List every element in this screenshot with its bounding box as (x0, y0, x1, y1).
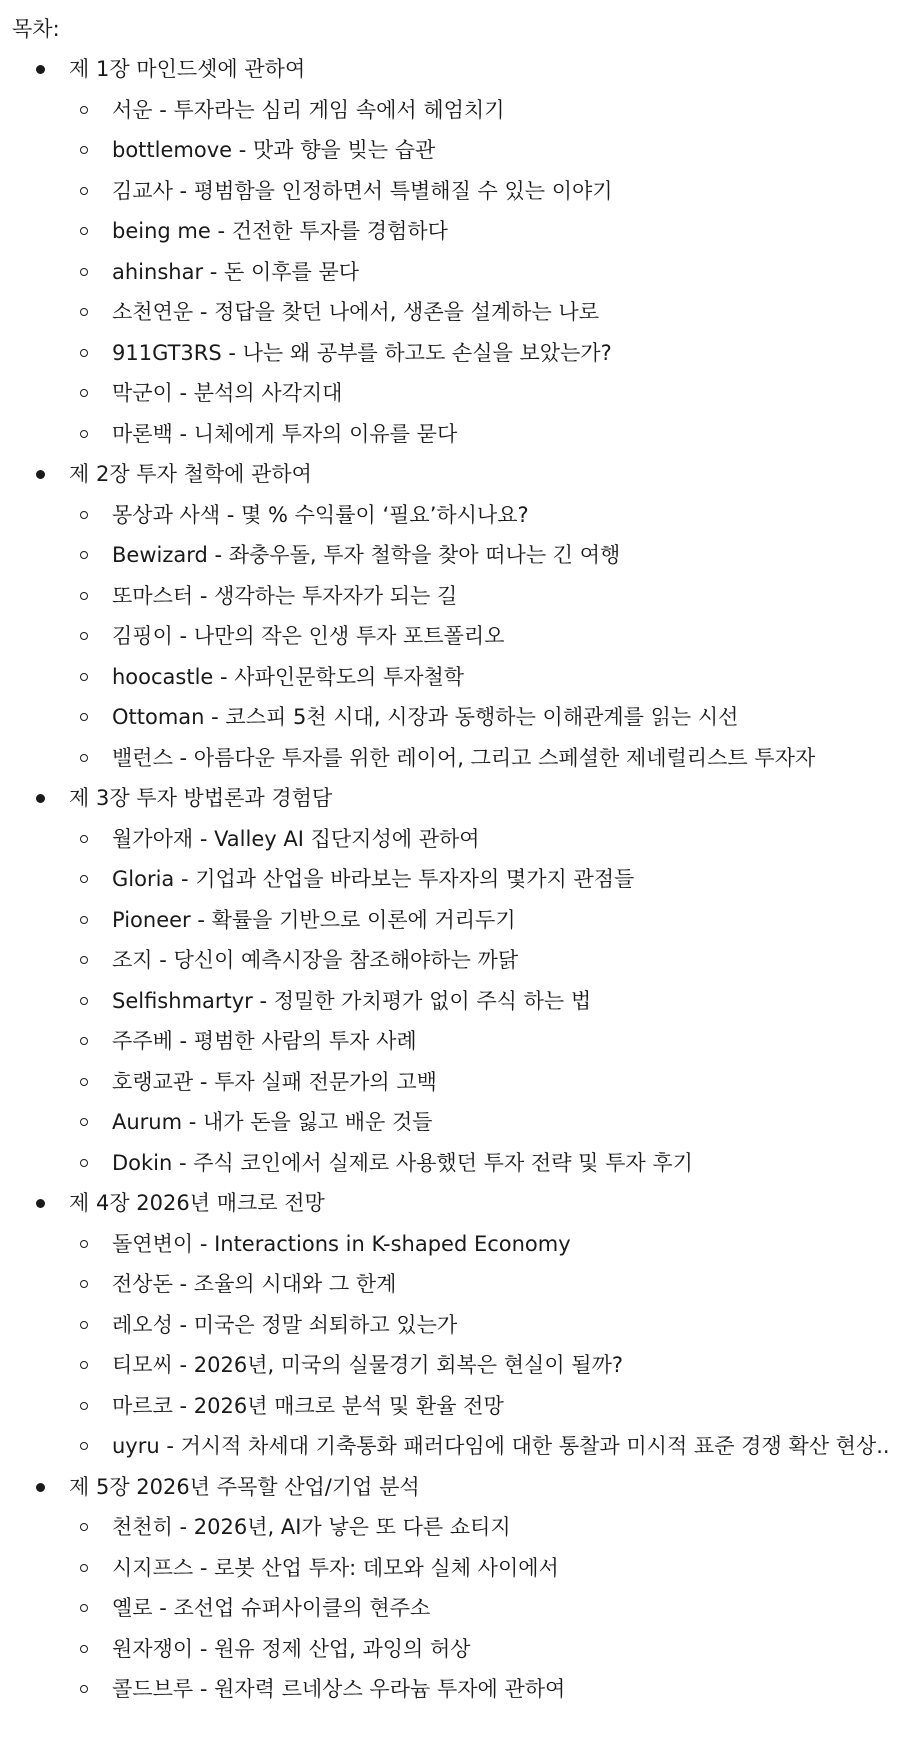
list-item (12, 940, 921, 981)
entry-text: 티모씨 - 2026년, 미국의 실물경기 회복은 현실이 될까? (112, 1353, 624, 1377)
list-item (12, 414, 921, 455)
list-item (12, 981, 921, 1022)
hollow-bullet-icon (80, 956, 88, 964)
hollow-bullet-icon (80, 997, 88, 1005)
list-item (12, 1143, 921, 1184)
chapter-title-text: 제 3장 투자 방법론과 경험담 (69, 786, 333, 810)
filled-bullet-icon (36, 1199, 45, 1208)
list-item (12, 738, 921, 779)
entry-text: Bewizard - 좌충우돌, 투자 철학을 찾아 떠나는 긴 여행 (112, 543, 621, 567)
hollow-bullet-icon (80, 389, 88, 397)
hollow-bullet-icon (80, 754, 88, 762)
entry-list (12, 495, 921, 779)
entry-text: 911GT3RS - 나는 왜 공부를 하고도 손실을 보았는가? (112, 340, 612, 365)
list-item (12, 1021, 921, 1062)
hollow-bullet-icon (80, 713, 88, 721)
hollow-bullet-icon (80, 1321, 88, 1329)
hollow-bullet-icon (80, 1564, 88, 1572)
list-item (12, 1224, 921, 1265)
hollow-bullet-icon (80, 268, 88, 276)
chapter-item (12, 49, 921, 454)
entry-text: 소천연운 - 정답을 찾던 나에서, 생존을 설계하는 나로 (112, 300, 599, 324)
list-item (12, 495, 921, 536)
entry-text: 마론백 - 니체에게 투자의 이유를 묻다 (112, 421, 458, 446)
entry-text: 김교사 - 평범함을 인정하면서 특별해질 수 있는 이야기 (112, 178, 613, 203)
hollow-bullet-icon (80, 1645, 88, 1653)
hollow-bullet-icon (80, 1523, 88, 1531)
list-item (12, 859, 921, 900)
chapter-title (12, 778, 921, 819)
chapter-item (12, 1183, 921, 1467)
entry-text: 돌연변이 - Interactions in K-shaped Economy (112, 1231, 571, 1256)
entry-text: Dokin - 주식 코인에서 실제로 사용했던 투자 전략 및 투자 후기 (112, 1150, 693, 1175)
entry-text: 콜드브루 - 원자력 르네상스 우라늄 투자에 관하여 (112, 1677, 566, 1701)
entry-text: 밸런스 - 아름다운 투자를 위한 레이어, 그리고 스페셜한 제네럴리스트 투자자 (112, 745, 816, 770)
chapter-title (12, 1183, 921, 1224)
list-item (12, 616, 921, 657)
hollow-bullet-icon (80, 1078, 88, 1086)
hollow-bullet-icon (80, 916, 88, 924)
entry-text: Aurum - 내가 돈을 잃고 배운 것들 (112, 1110, 433, 1134)
list-item (12, 900, 921, 941)
entry-text: 원자쟁이 - 원유 정제 산업, 과잉의 허상 (112, 1636, 471, 1661)
chapter-title-text: 제 4장 2026년 매크로 전망 (69, 1191, 325, 1215)
list-item (12, 1062, 921, 1103)
chapter-item (12, 454, 921, 778)
hollow-bullet-icon (80, 592, 88, 600)
entry-text: 레오성 - 미국은 정말 쇠퇴하고 있는가 (112, 1312, 458, 1337)
hollow-bullet-icon (80, 1685, 88, 1693)
entry-text: bottlemove - 맛과 향을 빚는 습관 (112, 138, 436, 162)
chapter-list (12, 49, 921, 1710)
list-item (12, 1588, 921, 1629)
hollow-bullet-icon (80, 835, 88, 843)
entry-text: 또마스터 - 생각하는 투자자가 되는 길 (112, 583, 458, 608)
entry-text: 천천히 - 2026년, AI가 낳은 또 다른 쇼티지 (112, 1515, 511, 1539)
hollow-bullet-icon (80, 1402, 88, 1410)
hollow-bullet-icon (80, 227, 88, 235)
entry-text: 시지프스 - 로봇 산업 투자: 데모와 실체 사이에서 (112, 1555, 559, 1580)
chapter-title-text: 제 1장 마인드셋에 관하여 (69, 57, 306, 81)
list-item (12, 657, 921, 698)
list-item (12, 576, 921, 617)
hollow-bullet-icon (80, 146, 88, 154)
list-item (12, 333, 921, 374)
filled-bullet-icon (36, 470, 45, 479)
hollow-bullet-icon (80, 1442, 88, 1450)
hollow-bullet-icon (80, 551, 88, 559)
list-item (12, 1386, 921, 1427)
entry-text: 김핑이 - 나만의 작은 인생 투자 포트폴리오 (112, 624, 505, 648)
hollow-bullet-icon (80, 1118, 88, 1126)
list-item (12, 1669, 921, 1710)
list-item (12, 1264, 921, 1305)
chapter-title (12, 1467, 921, 1508)
list-item (12, 171, 921, 212)
list-item (12, 1548, 921, 1589)
list-item (12, 1305, 921, 1346)
hollow-bullet-icon (80, 1240, 88, 1248)
entry-text: 서운 - 투자라는 심리 게임 속에서 헤엄치기 (112, 97, 505, 122)
entry-text: 호랭교관 - 투자 실패 전문가의 고백 (112, 1069, 437, 1094)
hollow-bullet-icon (80, 875, 88, 883)
list-item (12, 373, 921, 414)
chapter-item (12, 1467, 921, 1710)
hollow-bullet-icon (80, 349, 88, 357)
entry-text: 월가아재 - Valley AI 집단지성에 관하여 (112, 826, 480, 851)
hollow-bullet-icon (80, 1037, 88, 1045)
hollow-bullet-icon (80, 632, 88, 640)
list-item (12, 697, 921, 738)
entry-text: uyru - 거시적 차세대 기축통화 패러다임에 대한 통찰과 미시적 표준 경쟁 확산 현상.. (112, 1434, 890, 1458)
list-item (12, 130, 921, 171)
entry-text: hoocastle - 사파인문학도의 투자철학 (112, 664, 465, 689)
entry-text: Gloria - 기업과 산업을 바라보는 투자자의 몇가지 관점들 (112, 867, 635, 891)
list-item (12, 252, 921, 293)
list-item (12, 211, 921, 252)
entry-text: 전상돈 - 조율의 시대와 그 한계 (112, 1272, 397, 1296)
list-item (12, 292, 921, 333)
entry-list (12, 90, 921, 455)
list-item (12, 1507, 921, 1548)
filled-bullet-icon (36, 794, 45, 803)
filled-bullet-icon (36, 1483, 45, 1492)
list-item (12, 1345, 921, 1386)
hollow-bullet-icon (80, 1361, 88, 1369)
hollow-bullet-icon (80, 106, 88, 114)
entry-text: Selfishmartyr - 정밀한 가치평가 없이 주식 하는 법 (112, 988, 592, 1013)
list-item (12, 1426, 921, 1467)
list-item (12, 1629, 921, 1670)
chapter-title (12, 49, 921, 90)
entry-text: being me - 건전한 투자를 경험하다 (112, 219, 448, 243)
entry-text: 옐로 - 조선업 슈퍼사이클의 현주소 (112, 1596, 431, 1620)
hollow-bullet-icon (80, 187, 88, 195)
chapter-item (12, 778, 921, 1183)
hollow-bullet-icon (80, 1159, 88, 1167)
entry-text: 몽상과 사색 - 몇 % 수익률이 ‘필요’하시나요? (112, 502, 529, 527)
chapter-title (12, 454, 921, 495)
chapter-title-text: 제 2장 투자 철학에 관하여 (69, 462, 312, 486)
toc-heading: 목차: (12, 17, 60, 41)
entry-text: 조지 - 당신이 예측시장을 참조해야하는 까닭 (112, 948, 519, 972)
hollow-bullet-icon (80, 673, 88, 681)
entry-text: Ottoman - 코스피 5천 시대, 시장과 동행하는 이해관계를 읽는 시선 (112, 705, 739, 729)
entry-text: 주주베 - 평범한 사람의 투자 사례 (112, 1029, 417, 1053)
list-item (12, 819, 921, 860)
hollow-bullet-icon (80, 1280, 88, 1288)
list-item (12, 535, 921, 576)
entry-text: 막군이 - 분석의 사각지대 (112, 381, 343, 405)
entry-text: 마르코 - 2026년 매크로 분석 및 환율 전망 (112, 1393, 504, 1418)
hollow-bullet-icon (80, 308, 88, 316)
hollow-bullet-icon (80, 430, 88, 438)
list-item (12, 90, 921, 131)
entry-list (12, 819, 921, 1184)
entry-list (12, 1224, 921, 1467)
hollow-bullet-icon (80, 1604, 88, 1612)
hollow-bullet-icon (80, 511, 88, 519)
entry-text: ahinshar - 돈 이후를 묻다 (112, 259, 360, 284)
list-item (12, 1102, 921, 1143)
filled-bullet-icon (36, 65, 45, 74)
entry-list (12, 1507, 921, 1710)
chapter-title-text: 제 5장 2026년 주목할 산업/기업 분석 (69, 1474, 420, 1499)
entry-text: Pioneer - 확률을 기반으로 이론에 거리두기 (112, 907, 516, 932)
